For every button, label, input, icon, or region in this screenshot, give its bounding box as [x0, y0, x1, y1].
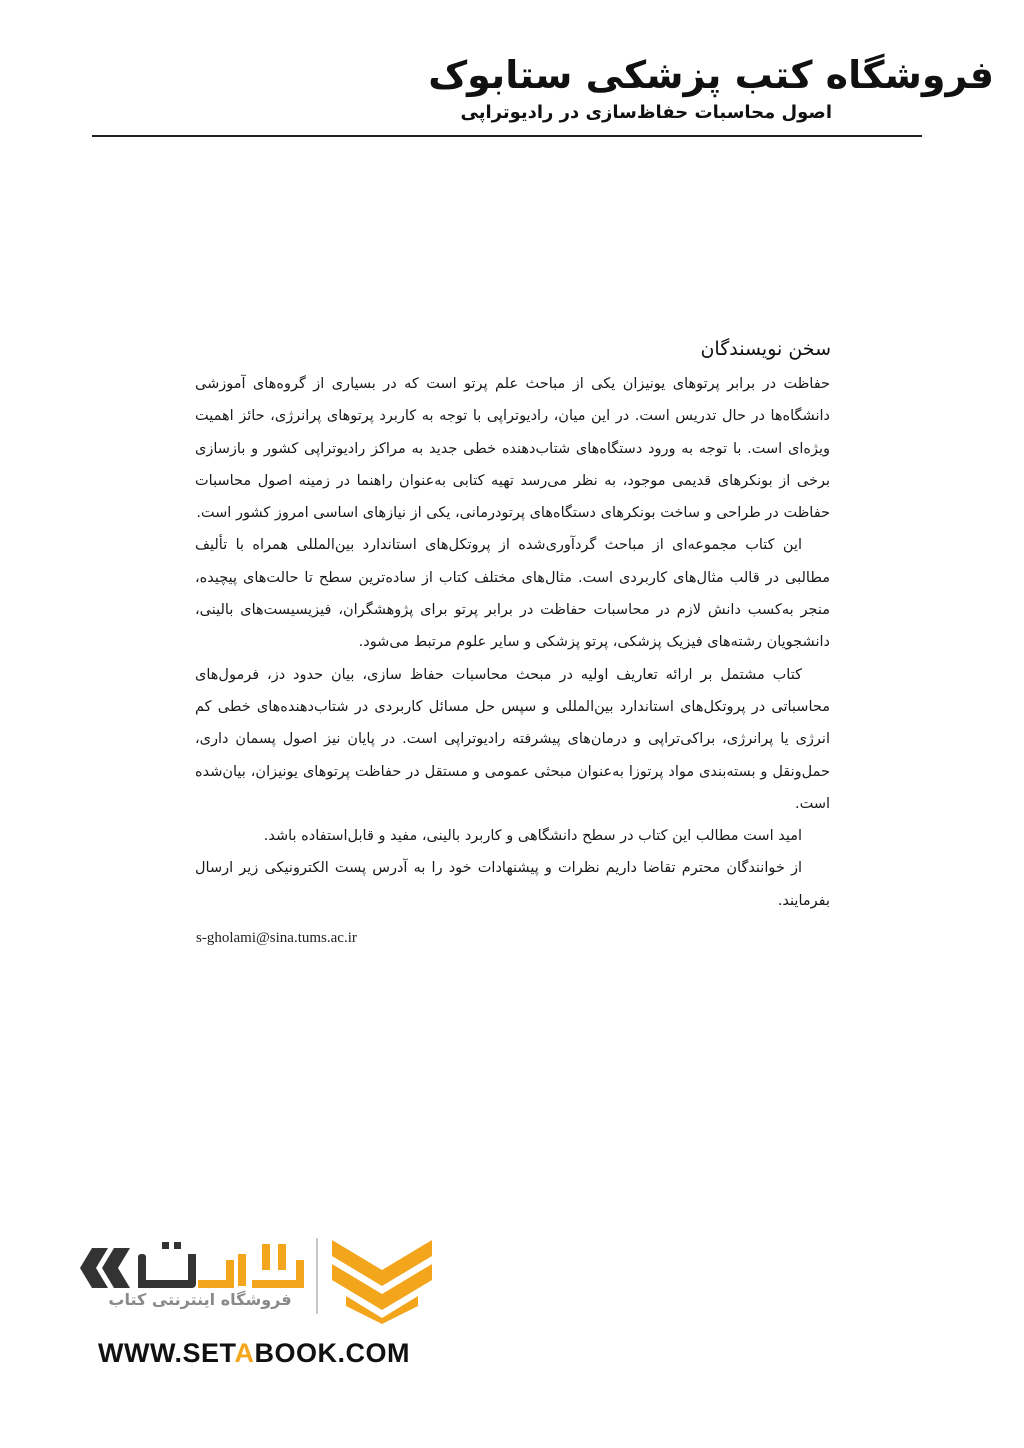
contact-email[interactable]: s-gholami@sina.tums.ac.ir [196, 930, 357, 946]
url-prefix: WWW.SET [98, 1338, 235, 1368]
paragraph-2: این کتاب مجموعه‌ای از مباحث گردآوری‌شده از پروتکل‌های استاندارد بین‌المللی همراه با تألیف مطالبی در قالب مثال‌های کاربردی است. مثال‌های مختلف کتاب از ساده‌ترین سطح تا حالت‌های پیچیده، منجر به‌کسب دانش لازم در محاسبات حفاظت در برابر پرتو برای پژوهشگران، فیزیسیست‌های بالینی، دانشجویان رشته‌های فیزیک پزشکی، پرتو پزشکی و سایر علوم مرتبط می‌شود. [195, 537, 830, 651]
store-url[interactable] [98, 1338, 458, 1369]
url-suffix: BOOK.COM [254, 1338, 410, 1368]
preface-body [195, 368, 830, 917]
paragraph-5: از خوانندگان محترم تقاضا داریم نظرات و پیشنهادات خود را به آدرس پست الکترونیکی زیر ارسال بفرمایند. [195, 860, 830, 909]
paragraph-3: کتاب مشتمل بر ارائه تعاریف اولیه در مبحث محاسبات حفاظ سازی، بیان حدود دز، فرمول‌های محاسباتی در پروتکل‌های استاندارد بین‌المللی و سپس حل مسائل کاربردی در شتاب‌دهنده‌های خطی کم انرژی یا پرانرژی، براکی‌تراپی و درمان‌های پیشرفته رادیوتراپی است. در پایان نیز اصول پسمان داری، حمل‌ونقل و بسته‌بندی مواد پرتوزا به‌عنوان مبحثی عمومی و مستقل در حفاظت پرتوهای یونیزان، بیان‌شده است. [195, 666, 830, 812]
url-accent: A [234, 1338, 255, 1368]
header-divider [92, 135, 922, 137]
setabook-logo [80, 1230, 440, 1390]
stacked-chevrons-icon [332, 1234, 432, 1324]
paragraph-4: امید است مطالب این کتاب در سطح دانشگاهی و کاربرد بالینی، مفید و قابل‌استفاده باشد. [263, 828, 802, 845]
logo-tagline: فروشگاه اینترنتی کتاب [108, 1290, 292, 1309]
section-heading: سخن نویسندگان [700, 338, 831, 360]
store-title: فروشگاه کتب پزشکی ستابوک [428, 53, 994, 97]
logo-divider [316, 1238, 318, 1314]
paragraph-1: حفاظت در برابر پرتوهای یونیزان یکی از مباحث علم پرتو است که در بسیاری از گروه‌های آموزشی دانشگاه‌ها در حال تدریس است. در این میان، رادیوتراپی با توجه به کاربرد پرتوهای پرانرژی، حائز اهمیت ویژه‌ای است. با توجه به ورود دستگاه‌های شتاب‌دهنده خطی جدید به مراکز رادیوتراپی کشور و بازسازی برخی از بونکرهای قدیمی موجود، به نظر می‌رسد تهیه کتابی به‌عنوان راهنما در زمینه اصول محاسبات حفاظت در طراحی و ساخت بونکرهای دستگاه‌های پرتودرمانی، یکی از نیازهای اساسی امروز کشور است. [195, 376, 830, 522]
book-title: اصول محاسبات حفاظ‌سازی در رادیوتراپی [460, 102, 832, 123]
